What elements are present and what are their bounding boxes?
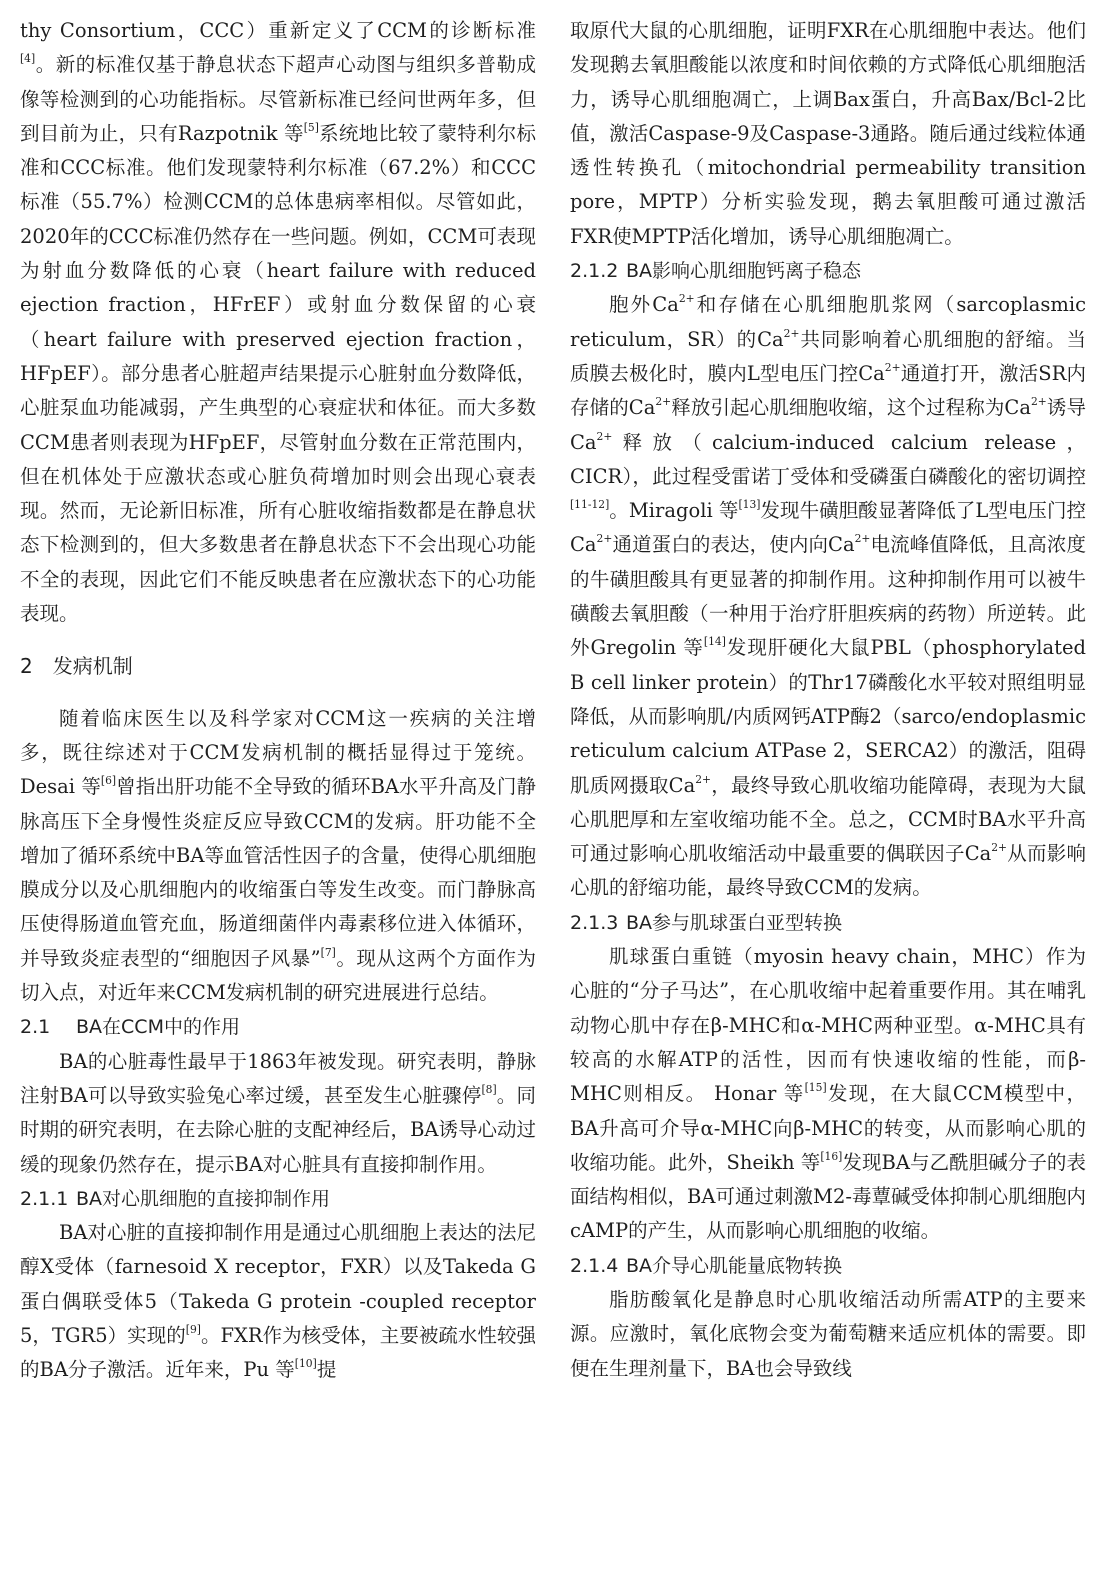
paragraph [20, 14, 536, 631]
text-run: BA的心脏毒性最早于1863年被发现。研究表明，静脉注射BA可以导致实验兔心率过缓，甚至发生心脏骤停 [20, 1049, 536, 1107]
citation-superscript: 2+ [596, 532, 613, 546]
citation-superscript: [14] [703, 635, 726, 649]
citation-superscript: [5] [303, 120, 319, 134]
citation-superscript: [9] [185, 1322, 201, 1336]
paragraph [570, 940, 1086, 1249]
paragraph [570, 14, 1086, 254]
text-run: BA对心脏的直接抑制作用是通过心肌细胞上表达的法尼醇X受体（farnesoid X receptor，FXR）以及Takeda G 蛋白偶联受体5（Takeda G protein -coupled receptor 5，TGR5）实现的 [20, 1221, 536, 1347]
citation-superscript: [16] [820, 1149, 843, 1163]
paragraph [20, 1216, 536, 1387]
citation-superscript: [8] [481, 1082, 497, 1096]
text-run: 。Miragoli 等 [609, 499, 739, 523]
subsection-heading [570, 1249, 1086, 1283]
text-run: 随着临床医生以及科学家对CCM这一疾病的关注增多，既往综述对于CCM发病机制的概括显得过于笼统。Desai 等 [20, 706, 536, 799]
text-run: 提 [316, 1358, 337, 1382]
heading-number: 2 [20, 654, 33, 679]
citation-superscript: [7] [320, 945, 336, 959]
text-run: 共同影响着心肌细胞的舒缩。当质膜去极化时，膜内L型电压门控Ca [570, 327, 1086, 385]
heading-title: BA在CCM中的作用 [76, 1016, 240, 1039]
text-run: 从而影响心肌的舒缩功能，最终导致CCM的发病。 [570, 842, 1086, 900]
right-column [570, 14, 1086, 1574]
text-run: 发现BA与乙酰胆碱分子的表面结构相似，BA可通过刺激M2-毒蕈碱受体抑制心肌细胞内cAMP的产生，从而影响心肌细胞的收缩。 [570, 1150, 1086, 1243]
citation-superscript: 2+ [678, 292, 695, 306]
citation-superscript: [11-12] [570, 498, 610, 512]
heading-number: 2.1.4 [570, 1254, 619, 1277]
text-run: 。现从这两个方面作为切入点，对近年来CCM发病机制的研究进展进行总结。 [20, 946, 536, 1005]
text-run: 发现牛磺胆酸显著降低了L型电压门控Ca [570, 499, 1087, 557]
subsection-heading [570, 254, 1086, 288]
citation-superscript: 2+ [991, 841, 1008, 855]
citation-superscript: 2+ [884, 360, 901, 374]
citation-superscript: 2+ [1030, 395, 1047, 409]
text-run: 释放引起心肌细胞收缩，这个过程称为Ca [671, 396, 1031, 420]
heading-title: 发病机制 [52, 654, 133, 679]
subsection-heading [20, 1010, 536, 1044]
text-run: 发现，在大鼠CCM模型中，BA升高可介导α-MHC向β-MHC的转变，从而影响心肌的收缩功能。此外，Sheikh 等 [570, 1082, 1086, 1174]
citation-superscript: 2+ [854, 532, 871, 546]
text-run: 取原代大鼠的心肌细胞，证明FXR在心肌细胞中表达。他们发现鹅去氧胆酸能以浓度和时间依赖的方式降低心肌细胞活力，诱导心肌细胞凋亡，上调Bax蛋白，升高Bax/Bcl-2比值，激活Caspase-9及Caspase-3通路。随后通过线粒体通透性转换孔（mitochondrial permeability transition pore，MPTP）分析实验发现，鹅去氧胆酸可通过激活FXR使MPTP活化增加，诱导心肌细胞凋亡。 [570, 19, 1086, 248]
text-run: thy Consortium，CCC）重新定义了CCM的诊断标准 [20, 19, 536, 42]
text-run: 。同时期的研究表明，在去除心脏的支配神经后，BA诱导心动过缓的现象仍然存在，提示BA对心脏具有直接抑制作用。 [20, 1083, 536, 1176]
text-run: 通道打开，激活SR内存储的Ca [570, 361, 1086, 420]
paragraph [20, 702, 536, 1011]
text-run: 释放（calcium-induced calcium release，CICR），此过程受雷诺丁受体和受磷蛋白磷酸化的密切调控 [570, 430, 1086, 488]
heading-title: BA影响心肌细胞钙离子稳态 [626, 260, 862, 283]
text-run: 肌球蛋白重链（myosin heavy chain，MHC）作为心脏的“分子马达”，在心肌收缩中起着重要作用。其在哺乳动物心肌中存在β-MHC和α-MHC两种亚型。α-MHC具有较高的水解ATP的活性，因而有快速收缩的性能，而β-MHC则相反。 Honar 等 [570, 945, 1086, 1106]
text-run: 电流峰值降低，且高浓度的牛磺胆酸具有更显著的抑制作用。这种抑制作用可以被牛磺酸去氧胆酸（一种用于治疗肝胆疾病的药物）所逆转。此外Gregolin 等 [570, 533, 1086, 660]
citation-superscript: [13] [738, 498, 761, 512]
heading-number: 2.1.2 [570, 260, 619, 283]
text-run: 胞外Ca [609, 293, 679, 317]
citation-superscript: [15] [804, 1081, 827, 1095]
text-run: 曾指出肝功能不全导致的循环BA水平升高及门静脉高压下全身慢性炎症反应导致CCM的发病。肝功能不全增加了循环系统中BA等血管活性因子的含量，使得心肌细胞膜成分以及心肌细胞内的收缩蛋白等发生改变。而门静脉高压使得肠道血管充血，肠道细菌伴内毒素移位进入体循环，并导致炎症表型的“细胞因子风暴” [20, 775, 536, 970]
subsection-heading [570, 906, 1086, 940]
citation-superscript: [6] [100, 774, 117, 788]
text-run: 发现肝硬化大鼠PBL（phosphorylated B cell linker protein）的Thr17磷酸化水平较对照组明显降低，从而影响肌/内质网钙ATP酶2（sarco/endoplasmic reticulum calcium ATPase 2，SERCA2）的激活，阻碍肌质网摄取Ca [570, 636, 1086, 797]
text-run: 。FXR作为核受体，主要被疏水性较强的BA分子激活。近年来，Pu 等 [20, 1323, 536, 1382]
heading-title: BA对心肌细胞的直接抑制作用 [76, 1187, 331, 1210]
left-column [20, 14, 536, 1574]
text-run: ，最终导致心肌收缩功能障碍，表现为大鼠心肌肥厚和左室收缩功能不全。总之，CCM时BA水平升高可通过影响心肌收缩活动中最重要的偶联因子Ca [570, 773, 1086, 866]
section-heading [20, 649, 536, 683]
citation-superscript: [4] [20, 52, 36, 66]
citation-superscript: 2+ [596, 429, 613, 443]
citation-superscript: 2+ [695, 772, 712, 786]
citation-superscript: [10] [294, 1357, 317, 1371]
paragraph [570, 288, 1086, 905]
paragraph [570, 1283, 1086, 1386]
text-run: 。新的标准仅基于静息状态下超声心动图与组织多普勒成像等检测到的心功能指标。尽管新标准已经问世两年多，但到目前为止，只有Razpotnik 等 [20, 53, 536, 145]
text-run: 通道蛋白的表达，使内向Ca [612, 533, 855, 557]
paragraph [20, 1045, 536, 1182]
citation-superscript: 2+ [783, 326, 800, 340]
text-run: 和存储在心肌细胞肌浆网（sarcoplasmic reticulum，SR）的Ca [570, 293, 1087, 351]
subsection-heading [20, 1182, 536, 1216]
text-run: 诱导Ca [570, 396, 1086, 454]
heading-number: 2.1 [20, 1016, 51, 1039]
heading-number: 2.1.1 [20, 1187, 69, 1210]
heading-number: 2.1.3 [570, 911, 619, 934]
text-run: 脂肪酸氧化是静息时心肌收缩活动所需ATP的主要来源。应激时，氧化底物会变为葡萄糖来适应机体的需要。即便在生理剂量下，BA也会导致线 [570, 1287, 1086, 1380]
heading-title: BA参与肌球蛋白亚型转换 [626, 911, 843, 934]
heading-title: BA介导心肌能量底物转换 [626, 1254, 843, 1277]
text-run: 系统地比较了蒙特利尔标准和CCC标准。他们发现蒙特利尔标准（67.2%）和CCC标准（55.7%）检测CCM的总体患病率相似。尽管如此，2020年的CCC标准仍然存在一些问题。例如，CCM可表现为射血分数降低的心衰（heart failure with reduced ejection fraction，HFrEF）或射血分数保留的心衰（heart failure with preserved ejection fraction，HFpEF）。部分患者心脏超声结果提示心脏射血分数降低，心脏泵血功能减弱，产生典型的心衰症状和体征。而大多数CCM患者则表现为HFpEF，尽管射血分数在正常范围内，但在机体处于应激状态或心脏负荷增加时则会出现心衰表现。然而，无论新旧标准，所有心脏收缩指数都是在静息状态下检测到的，但大多数患者在静息状态下不会出现心功能不全的表现，因此它们不能反映患者在应激状态下的心功能表现。 [20, 121, 536, 626]
citation-superscript: 2+ [655, 395, 672, 409]
